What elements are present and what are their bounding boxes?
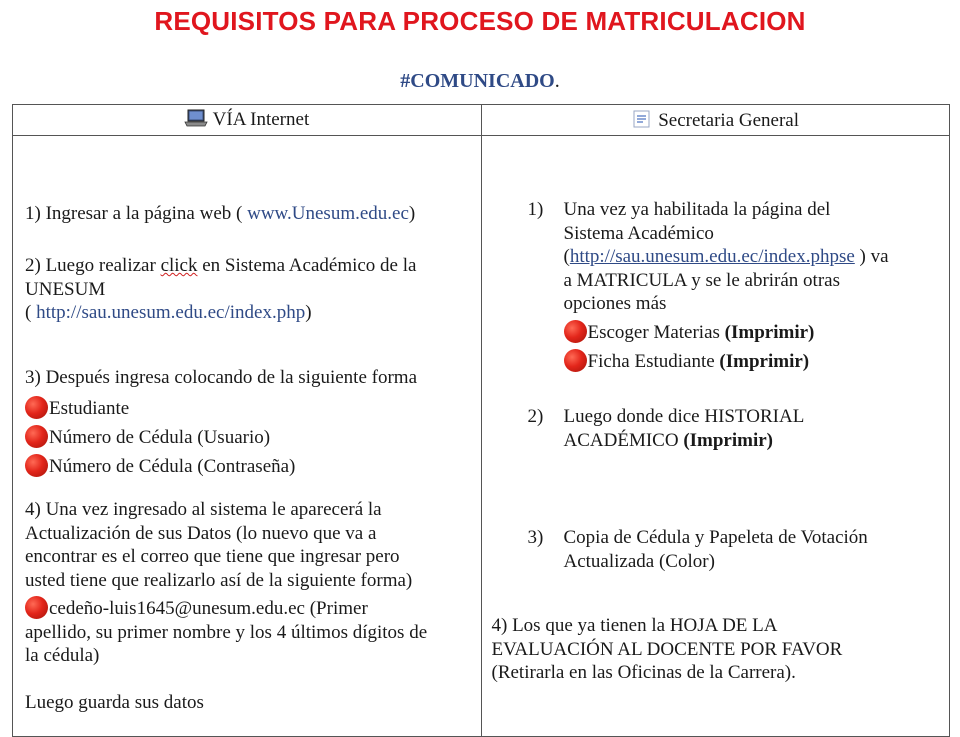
right-column-header-label: Secretaria General xyxy=(658,109,800,131)
website-link[interactable]: www.Unesum.edu.ec xyxy=(247,203,409,224)
sec-step-4-line: 4) Los que ya tienen la HOJA DE LA xyxy=(491,615,778,636)
internet-column xyxy=(13,136,482,737)
bullet-item xyxy=(564,347,815,376)
step-4-line: Actualización de sus Datos (lo nuevo que va a xyxy=(25,522,377,544)
bullet-text: Número de Cédula (Contraseña) xyxy=(49,456,296,477)
red-bullet-icon xyxy=(564,349,587,372)
click-word: click xyxy=(160,255,198,276)
announcement-heading xyxy=(0,70,960,93)
secretaria-column xyxy=(481,136,950,737)
bullet-text: Ficha Estudiante xyxy=(587,351,720,372)
sec-step-3 xyxy=(528,526,868,573)
announcement-dot: . xyxy=(554,70,560,92)
sec-step-1-bullets xyxy=(564,318,815,376)
bullet-text: Número de Cédula (Usuario) xyxy=(49,427,271,448)
bullet-item xyxy=(25,394,295,423)
email-example xyxy=(25,596,427,668)
step-1 xyxy=(25,202,415,226)
step-2-open: ( xyxy=(25,302,37,323)
sec-step-2-line: ACADÉMICO xyxy=(563,429,684,451)
print-label: (Imprimir) xyxy=(683,429,774,451)
sec-step-1-line: Sistema Académico xyxy=(563,222,714,244)
step-3-bullets xyxy=(25,394,295,481)
sec-step-4-line: (Retirarla en las Oficinas de la Carrera). xyxy=(491,662,796,683)
red-bullet-icon xyxy=(25,396,48,419)
sec-step-3-line: Actualizada (Color) xyxy=(563,550,715,572)
sec-step-4 xyxy=(492,614,843,685)
bullet-item xyxy=(564,318,815,347)
email-line: cedeño-luis1645@unesum.edu.ec (Primer xyxy=(49,598,368,619)
sec-step-3-num: 3) xyxy=(527,527,544,548)
step-4-line: encontrar es el correo que tiene que ingresar pero xyxy=(25,546,400,567)
bullet-text: Estudiante xyxy=(49,398,130,419)
sec-step-1-line: opciones más xyxy=(563,293,667,314)
step-2 xyxy=(25,254,485,325)
document-icon xyxy=(631,109,653,129)
left-column-header-label: VÍA Internet xyxy=(212,109,310,130)
step-4-line: 4) Una vez ingresado al sistema le aparecerá la xyxy=(25,499,382,520)
sec-step-4-line: EVALUACIÓN AL DOCENTE POR FAVOR xyxy=(491,638,843,660)
step-4-line: usted tiene que realizarlo así de la siguiente forma) xyxy=(25,569,413,591)
left-column-header xyxy=(13,105,482,136)
red-bullet-icon xyxy=(564,320,587,343)
sau-link[interactable]: http://sau.unesum.edu.ec/index.php xyxy=(36,302,306,323)
step-3 xyxy=(25,366,417,390)
laptop-icon xyxy=(184,109,208,127)
red-bullet-icon xyxy=(25,454,48,477)
sau-phpse-link[interactable]: http://sau.unesum.edu.ec/index.phpse xyxy=(569,246,855,267)
step-4 xyxy=(25,498,412,592)
step-1-close: ) xyxy=(408,203,416,224)
sec-step-2-line: Luego donde dice HISTORIAL xyxy=(563,406,805,427)
bullet-item xyxy=(25,452,295,481)
email-line-3: la cédula) xyxy=(25,645,100,666)
bullet-item xyxy=(25,423,295,452)
print-label: (Imprimir) xyxy=(719,351,810,372)
step-1-text: 1) Ingresar a la página web ( xyxy=(25,203,248,224)
red-bullet-icon xyxy=(25,596,48,619)
email-line-2: apellido, su primer nombre y los 4 últimos dígitos de xyxy=(25,621,428,643)
bullet-text: Escoger Materias xyxy=(587,322,725,343)
red-bullet-icon xyxy=(25,425,48,448)
sec-step-1-num: 1) xyxy=(527,199,544,220)
announcement-tag: #COMUNICADO xyxy=(400,70,555,92)
print-label: (Imprimir) xyxy=(724,322,815,343)
sec-step-1-line: a MATRICULA y se le abrirán otras xyxy=(563,269,840,291)
page-title: REQUISITOS PARA PROCESO DE MATRICULACION xyxy=(154,6,806,36)
sec-step-1 xyxy=(528,198,889,316)
sec-step-2 xyxy=(528,405,805,452)
step-2-close: ) xyxy=(305,302,312,323)
step-2-text: 2) Luego realizar xyxy=(25,255,161,276)
sec-link-open: ( xyxy=(563,246,570,267)
right-column-header xyxy=(481,105,950,136)
step-3-text: 3) Después ingresa colocando de la siguiente forma xyxy=(25,367,418,388)
sec-step-3-line: Copia de Cédula y Papeleta de Votación xyxy=(563,527,868,548)
step-2-unesum: UNESUM xyxy=(25,278,106,300)
sec-step-1-line: Una vez ya habilitada la página del xyxy=(563,199,831,220)
sec-link-close: ) va xyxy=(854,246,889,267)
final-note: Luego guarda sus datos xyxy=(25,692,204,713)
requirements-table xyxy=(12,104,950,737)
step-2-text-b: en Sistema Académico de la xyxy=(197,255,417,276)
sec-step-2-num: 2) xyxy=(527,406,544,427)
